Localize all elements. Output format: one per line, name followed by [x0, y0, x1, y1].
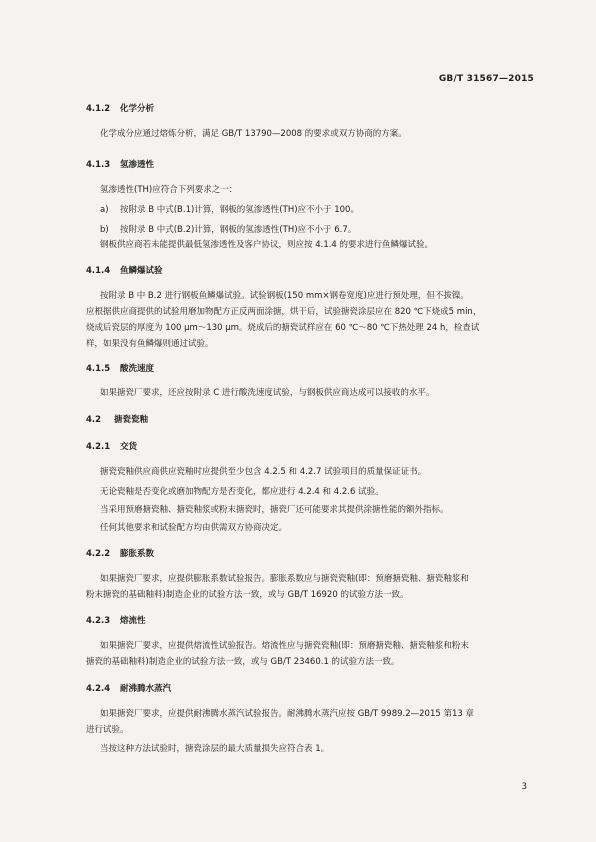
- section-heading-4-2-3: [86, 614, 146, 626]
- paragraph: 当采用预磨搪瓷釉、搪瓷釉浆或粉末搪瓷时，搪瓷厂还可能要求其提供涂搪性能的额外指标。: [100, 505, 449, 515]
- section-heading-4-2-1: [86, 440, 137, 452]
- section-number: 4.1.2: [86, 104, 111, 114]
- list-text: 按附录 B 中式(B.2)计算，钢板的氢渗透性(TH)应不小于 6.7。: [120, 225, 357, 235]
- paragraph: 如果搪瓷厂要求，还应按附录 C 进行酸洗速度试验，与钢板供应商达成可以接收的水平。: [100, 388, 435, 398]
- section-heading-4-1-4: [86, 264, 163, 276]
- section-number: 4.2: [86, 415, 102, 425]
- section-heading-4-1-2: [86, 102, 154, 114]
- section-heading-4-2: [86, 413, 148, 425]
- section-number: 4.2.1: [86, 442, 111, 452]
- section-heading-4-1-5: [86, 362, 154, 374]
- list-item-a: [100, 202, 359, 218]
- paragraph: 任何其他要求和试验配方均由供需双方协商决定。: [100, 523, 288, 533]
- section-title: 氢渗透性: [120, 160, 155, 170]
- standard-number: GB/T 31567—2015: [438, 74, 534, 84]
- section-number: 4.2.2: [86, 549, 111, 559]
- paragraph-line: 按附录 B 中 B.2 进行钢板鱼鳞爆试验。试验钢板(150 mm×钢卷宽度)应进行预处理，但不拔镍。: [100, 291, 469, 301]
- section-number: 4.2.3: [86, 616, 111, 626]
- section-title: 搪瓷瓷釉: [114, 415, 149, 425]
- paragraph-line: 烧成后瓷层的厚度为 100 μm～130 μm。烧成后的搪瓷试样应在 60 ℃～80 ℃下热处理 24 h，检查试: [86, 323, 480, 333]
- paragraph-line: 进行试验。: [86, 725, 129, 735]
- section-number: 4.1.3: [86, 160, 111, 170]
- section-title: 化学分析: [120, 104, 155, 114]
- section-title: 交货: [120, 442, 138, 452]
- paragraph-line: 如果搪瓷厂要求，应提供耐沸腾水蒸汽试验报告。耐沸腾水蒸汽应按 GB/T 9989.2—2015 第13 章: [100, 709, 474, 719]
- list-label: b): [100, 225, 109, 235]
- section-title: 鱼鳞爆试验: [120, 266, 163, 276]
- section-heading-4-2-2: [86, 547, 154, 559]
- paragraph: 化学成分应通过熔炼分析，满足 GB/T 13790—2008 的要求或双方协商的方案。: [100, 129, 407, 139]
- paragraph: 搪瓷瓷釉供应商供应瓷釉时应提供至少包含 4.2.5 和 4.2.7 试验项目的质量保证证书。: [100, 467, 427, 477]
- paragraph-line: 粉末搪瓷的基础釉料)制造企业的试验方法一致，或与 GB/T 16920 的试验方法一致。: [86, 590, 409, 600]
- paragraph-line: 样，如果没有鱼鳞爆则通过试验。: [86, 339, 214, 349]
- paragraph-line: 应根据供应商提供的试验用磨加物配方正反两面涂搪，烘干后，试验搪瓷涂层应在 820 ℃下烧成5 min，: [86, 307, 482, 317]
- paragraph-line: 搪瓷的基础釉料)制造企业的试验方法一致，或与 GB/T 23460.1 的试验方法一致。: [86, 657, 400, 667]
- paragraph-line: 如果搪瓷厂要求，应提供膨胀系数试验报告。膨胀系数应与搪瓷瓷釉(即：预磨搪瓷釉、搪瓷釉浆和: [100, 574, 469, 584]
- list-item-b: [100, 222, 356, 238]
- section-heading-4-1-3: [86, 158, 154, 170]
- paragraph: 无论瓷釉是否变化或磨加物配方是否变化，都应进行 4.2.4 和 4.2.6 试验。: [100, 487, 384, 497]
- paragraph: 当按这种方法试验时，搪瓷涂层的最大质量损失应符合表 1。: [100, 744, 330, 754]
- paragraph: 钢板供应商若未能提供最低氢渗透性及客户协议，则应按 4.1.4 的要求进行鱼鳞爆试验。: [100, 240, 434, 250]
- section-title: 熔流性: [120, 616, 146, 626]
- paragraph-line: 如果搪瓷厂要求，应提供熔流性试验报告。熔流性应与搪瓷瓷釉(即：预磨搪瓷釉、搪瓷釉浆和粉末: [100, 641, 469, 651]
- section-number: 4.2.4: [86, 684, 111, 694]
- list-label: a): [100, 205, 109, 215]
- page-number: 3: [521, 782, 527, 792]
- section-title: 酸洗速度: [120, 364, 155, 374]
- list-text: 按附录 B 中式(B.1)计算，钢板的氢渗透性(TH)应不小于 100。: [120, 205, 359, 215]
- paragraph: 氢渗透性(TH)应符合下列要求之一：: [100, 185, 238, 195]
- section-number: 4.1.5: [86, 364, 111, 374]
- section-title: 耐沸腾水蒸汽: [120, 684, 172, 694]
- section-number: 4.1.4: [86, 266, 111, 276]
- section-heading-4-2-4: [86, 682, 171, 694]
- section-title: 膨胀系数: [120, 549, 155, 559]
